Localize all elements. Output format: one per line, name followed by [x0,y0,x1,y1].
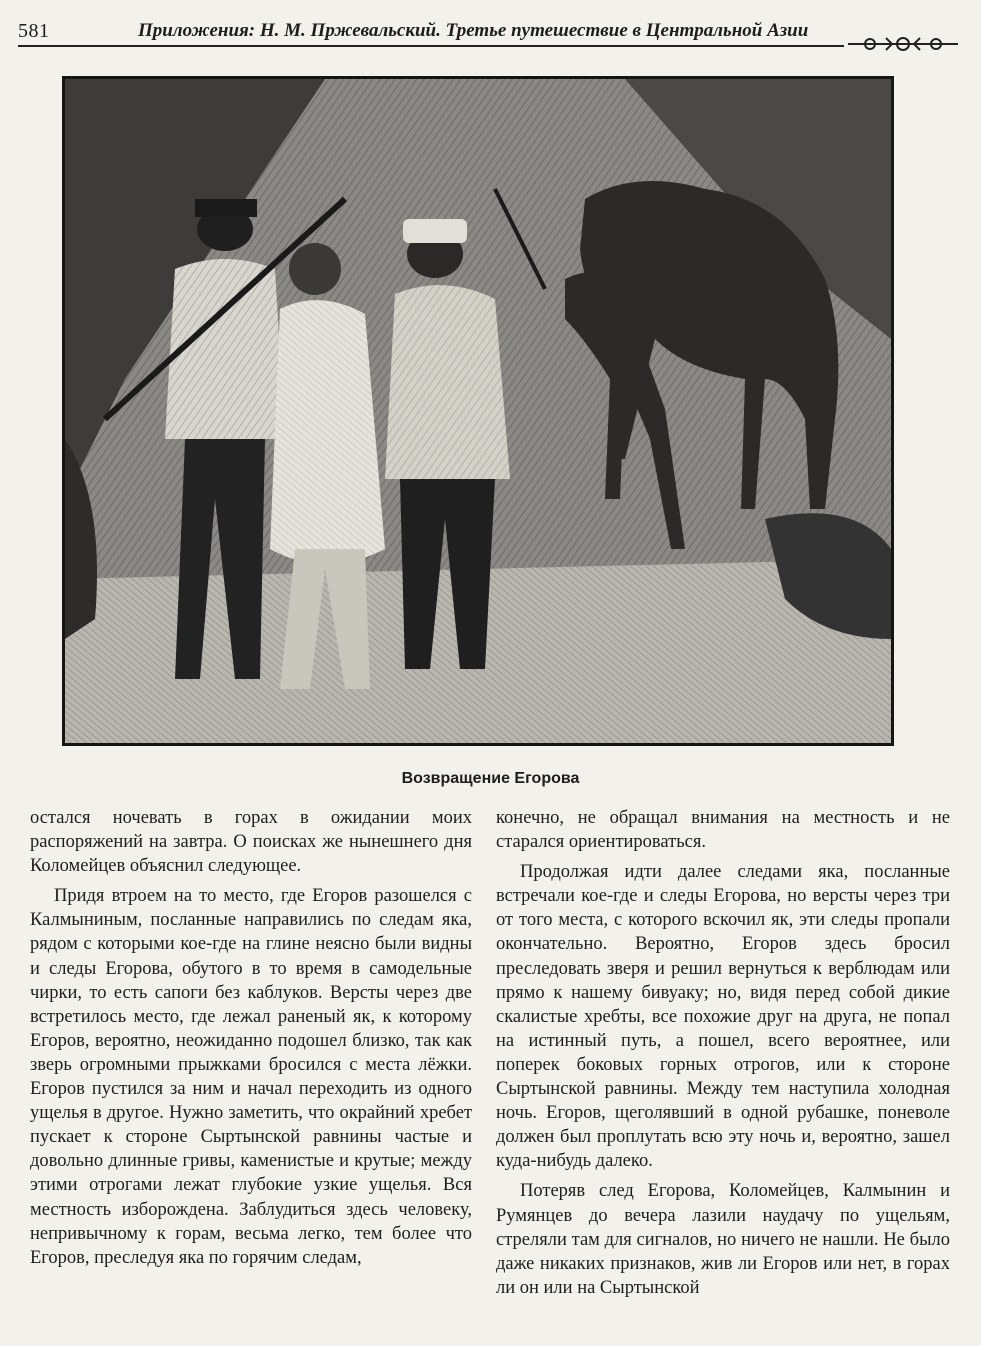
running-title: Приложения: Н. М. Пржевальский. Третье путешествие в Центральной Азии [138,20,809,41]
text-column-right [496,806,950,1300]
paragraph: Продолжая идти далее следами яка, посланные встречали кое-где и следы Егорова, но версты через три от того места, с которого вскочил як, эти следы пропали окончательно. Вероятно, Егоров здесь бросил преследовать зверя и решил вернуться к верблюдам или прямо к нашему бивуаку; но, видя перед собой дикие скалистые хребты, все похожие друг на друга, не попал на истинный путь, а пошел, всего вероятнее, или поперек боковых горных отрогов, или к стороне Сыртынской равнины. Между тем наступила холодная ночь. Егоров, щеголявший в одной рубашке, поневоле должен был проплутать всю эту ночь и, вероятно, зашел куда-нибудь далеко. [496,862,950,1172]
paragraph: остался ночевать в горах в ожидании моих распоряжений на завтра. О поисках же нынешнего дня Коломейцев объяснил следующее. [30,808,472,877]
page-number: 581 [18,20,50,42]
paragraph: Придя втроем на то место, где Егоров разошелся с Калмыниным, посланные направились по следам яка, рядом с которыми кое-где на глине неясно были видны и следы Егорова, обутого в то время в самодельные чирки, то есть сапоги без каблуков. Версты через две встретилось место, где лежал раненый як, к которому Егоров, вероятно, неожиданно подошел близко, так как зверь огромными прыжками бросился с места лёжки. Егоров пустился за ним и начал переходить из одного ущелья в другое. Нужно заметить, что окрайний хребет пускает к стороне Сыртынской равнины частые и довольно длинные гривы, каменистые и крутые; между этими отрогами лежат глубокие узкие ущелья. Вся местность изборождена. Заблудиться здесь человеку, непривычному к горам, весьма легко, тем более что Егоров, преследуя яка по горячим следам, [30,886,472,1268]
engraving-icon [65,79,891,743]
paragraph: Потеряв след Егорова, Коломейцев, Калмынин и Румянцев до вечера лазили наудачу по ущельям, стреляли там для сигналов, но ничего не нашли. Не было даже никаких признаков, жив ли Егоров или нет, в горах ли он или на Сыртынской [496,1181,950,1298]
engraving-illustration [62,76,894,746]
ornament-icon [848,33,958,55]
text-column-left [30,806,472,1270]
header-rule [18,45,844,47]
page-header [10,14,960,54]
figure-caption: Возвращение Егорова [401,770,580,787]
paragraph: конечно, не обращал внимания на местность и не старался ориентироваться. [496,808,950,853]
